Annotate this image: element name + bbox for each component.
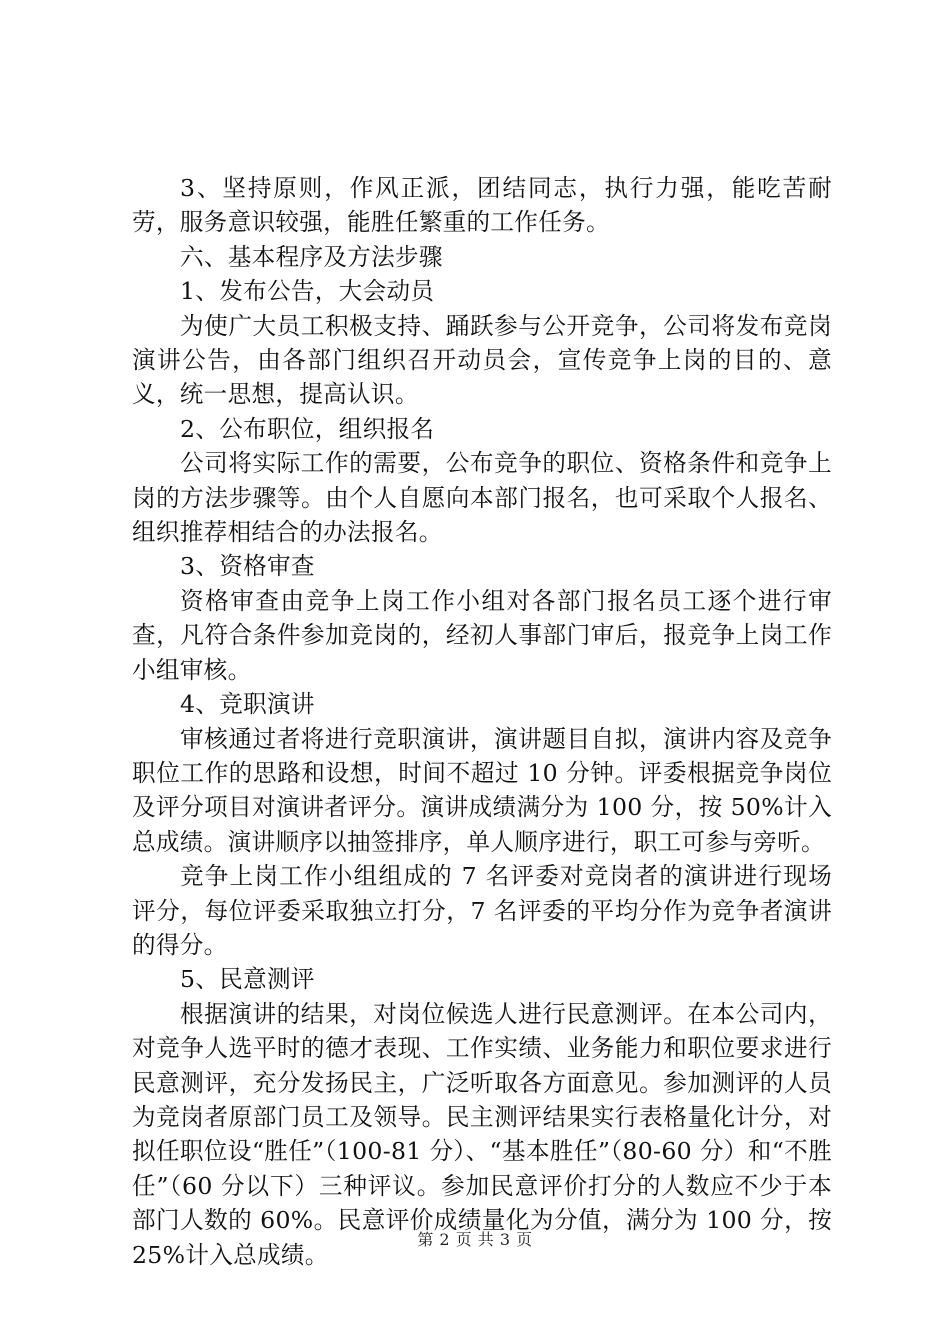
step-heading: 1、发布公告，大会动员 [180,277,435,306]
paragraph: 审核通过者将进行竞职演讲，演讲题目自拟，演讲内容及竞争职位工作的思路和设想，时间不超过 10 分钟。评委根据竞争岗位及评分项目对演讲者评分。演讲成绩满分为 100 分，按 50%计入总成绩。演讲顺序以抽签排序，单人顺序进行，职工可参与旁听。 [132,724,832,856]
step-heading: 2、公布职位，组织报名 [180,414,435,443]
page-number-footer: 第 2 页 共 3 页 [417,1230,533,1249]
step-heading: 5、民意测评 [180,965,315,994]
paragraph: 公司将实际工作的需要，公布竞争的职位、资格条件和竞争上岗的方法步骤等。由个人自愿向本部门报名，也可采取个人报名、组织推荐相结合的办法报名。 [132,449,832,547]
step-heading: 4、竞职演讲 [180,690,315,719]
section-heading: 六、基本程序及方法步骤 [180,242,443,271]
step-heading: 3、资格审查 [180,552,315,581]
paragraph: 竞争上岗工作小组组成的 7 名评委对竞岗者的演讲进行现场评分，每位评委采取独立打分，7 名评委的平均分作为竞争者演讲的得分。 [132,862,832,959]
paragraph: 根据演讲的结果，对岗位候选人进行民意测评。在本公司内，对竞争人选平时的德才表现、工作实绩、业务能力和职位要求进行民意测评，充分发扬民主，广泛听取各方面意见。参加测评的人员为竞岗者原部门员工及领导。民主测评结果实行表格量化计分，对拟任职位设“胜任”（100-81 分）、“基本胜任”（80-60 分）和“不胜任”（60 分以下）三种评议。参加民意评价打分的人数应不少于本部门人数的 60%。民意评价成绩量化为分值，满分为 100 分，按 25%计入总成绩。 [132,999,832,1269]
paragraph: 为使广大员工积极支持、踊跃参与公开竞争，公司将发布竞岗演讲公告，由各部门组织召开动员会，宣传竞争上岗的目的、意义，统一思想，提高认识。 [132,311,832,409]
document-body [132,171,832,1272]
paragraph: 3、坚持原则，作风正派，团结同志，执行力强，能吃苦耐劳，服务意识较强，能胜任繁重的工作任务。 [132,174,832,237]
paragraph: 资格审查由竞争上岗工作小组对各部门报名员工逐个进行审查，凡符合条件参加竞岗的，经初人事部门审后，报竞争上岗工作小组审核。 [132,586,832,684]
